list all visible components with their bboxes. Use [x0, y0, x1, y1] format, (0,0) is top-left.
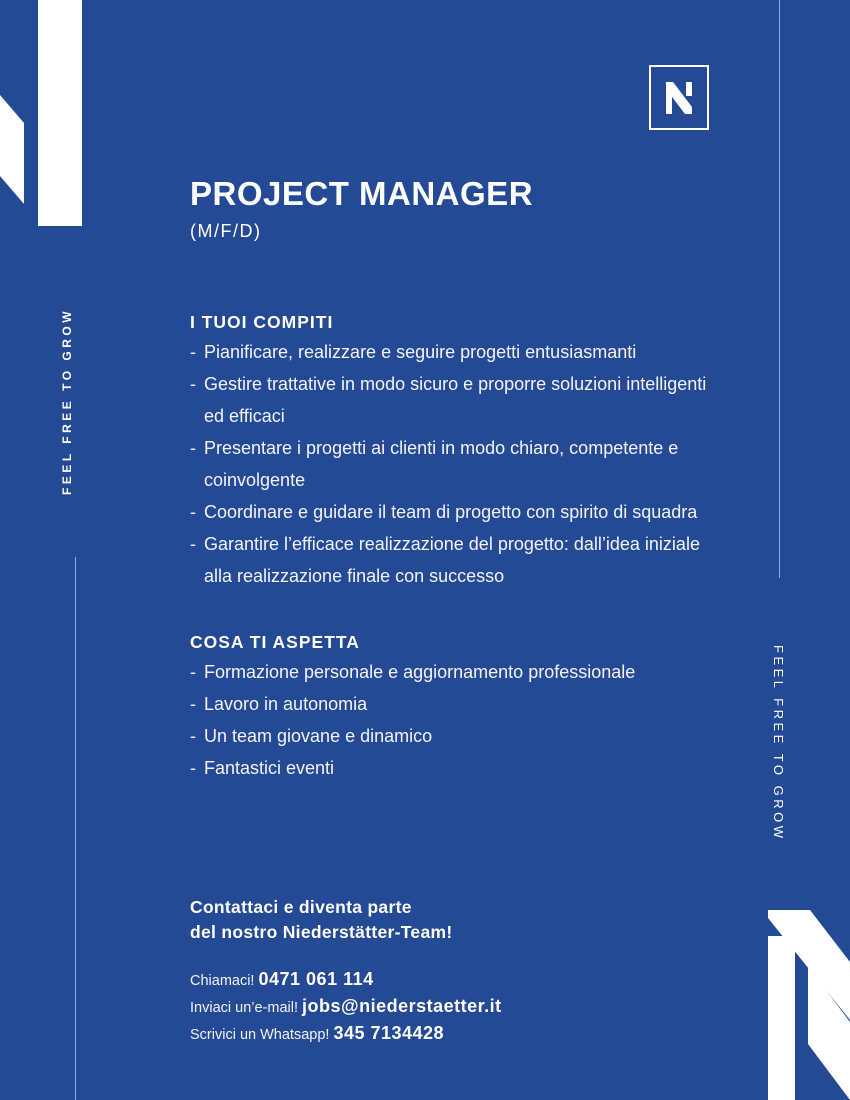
offer-heading: COSA TI ASPETTA	[190, 632, 360, 652]
phone-label: Chiamaci!	[190, 973, 255, 989]
list-item: - Pianificare, realizzare e seguire progetti entusiasmanti	[190, 342, 637, 362]
list-item: - Presentare i progetti ai clienti in modo chiaro, competente e coinvolgente	[190, 438, 679, 490]
job-posting-content	[190, 172, 750, 784]
phone-line	[190, 967, 750, 994]
divider-line-left	[75, 557, 76, 1100]
phone-number-link[interactable]: 0471 061 114	[258, 969, 374, 989]
email-link[interactable]: jobs@niederstaetter.it	[302, 996, 502, 1016]
job-title: PROJECT MANAGER	[190, 175, 534, 212]
list-item: - Coordinare e guidare il team di progetto con spirito di squadra	[190, 502, 698, 522]
tagline-vertical-left: FEEL FREE TO GROW	[60, 307, 74, 495]
tagline-vertical-right: FEEL FREE TO GROW	[771, 645, 786, 842]
contact-block	[190, 895, 750, 1048]
niederstaetter-n-logo-icon	[666, 82, 692, 114]
company-logo	[649, 65, 709, 130]
contact-cta-line-2: del nostro Niederstätter-Team!	[190, 922, 453, 942]
list-item: - Gestire trattative in modo sicuro e proporre soluzioni intelligenti ed efficaci	[190, 374, 707, 426]
whatsapp-line	[190, 1021, 750, 1048]
list-item: - Un team giovane e dinamico	[190, 726, 433, 746]
tasks-list	[190, 336, 710, 592]
offer-list	[190, 656, 750, 784]
list-item: - Garantire l’efficace realizzazione del progetto: dall’idea iniziale alla realizzazione finale con successo	[190, 534, 700, 586]
brand-stripe-decoration-right	[768, 910, 850, 1100]
email-line	[190, 994, 750, 1021]
brand-stripe-decoration-left	[0, 0, 82, 226]
email-label: Inviaci un’e-mail!	[190, 1000, 298, 1016]
tasks-heading: I TUOI COMPITI	[190, 312, 334, 332]
whatsapp-number-link[interactable]: 345 7134428	[333, 1023, 445, 1043]
list-item: - Lavoro in autonomia	[190, 694, 368, 714]
list-item: - Formazione personale e aggiornamento professionale	[190, 662, 636, 682]
job-gender-note: (M/F/D)	[190, 221, 262, 241]
contact-cta-line-1: Contattaci e diventa parte	[190, 897, 412, 917]
list-item: - Fantastici eventi	[190, 758, 335, 778]
whatsapp-label: Scrivici un Whatsapp!	[190, 1027, 330, 1043]
divider-line-right-top	[779, 0, 780, 578]
